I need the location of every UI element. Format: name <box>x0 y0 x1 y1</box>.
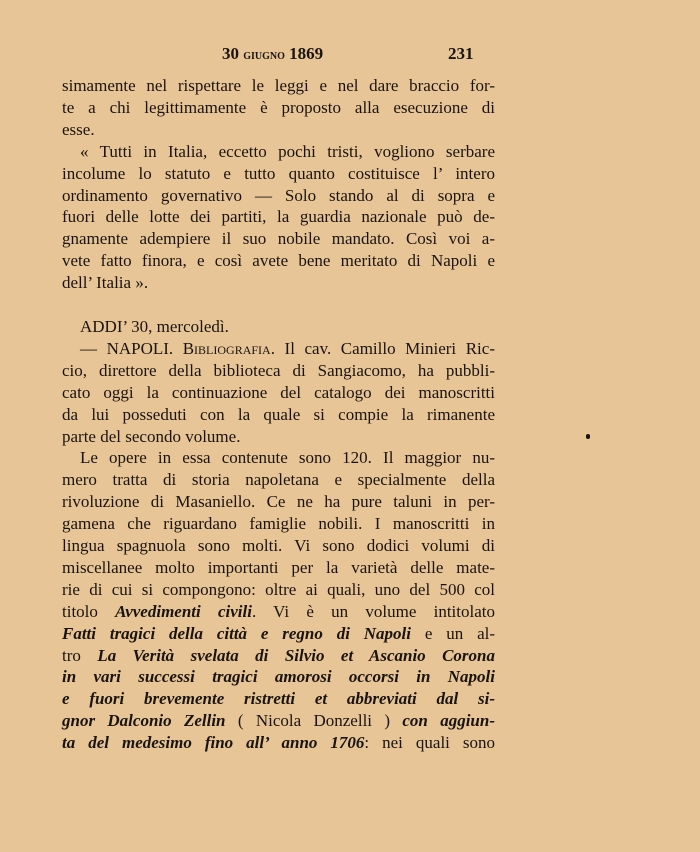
text-line <box>62 667 495 687</box>
text-segment: lingua spagnuola sono molti. Vi sono dodici volumi di <box>62 536 495 555</box>
text-line <box>62 76 495 96</box>
italic-title-text: con aggiun- <box>402 711 495 731</box>
text-segment: ADDI’ 30, mercoledì. <box>80 317 229 336</box>
text-segment: esse. <box>62 119 95 139</box>
text-segment: Le opere in essa contenute sono 120. Il maggior nu- <box>80 448 495 468</box>
text-line <box>62 580 495 600</box>
text-segment: gamena che riguardano famiglie nobili. I manoscritti in <box>62 514 495 534</box>
text-line <box>62 207 495 227</box>
text-line <box>62 251 495 271</box>
text-segment: rie di cui si compongono: oltre ai quali, uno del 500 col <box>62 579 495 599</box>
text-segment: e un al- <box>411 623 495 643</box>
text-line <box>62 448 495 468</box>
text-segment: gnamente adempiere il suo nobile mandato. Così voi a- <box>62 229 495 249</box>
text-segment: cio, direttore della biblioteca di Sangiacomo, ha pubbli- <box>62 360 495 380</box>
italic-title-text: e fuori brevemente ristretti et abbreviati dal si- <box>62 689 495 709</box>
text-line <box>62 339 495 359</box>
header-day: 30 <box>222 44 239 63</box>
page-number: 231 <box>448 44 474 63</box>
text-line <box>62 405 495 425</box>
text-segment: parte del secondo volume. <box>62 426 241 446</box>
text-segment: dell’ Italia ». <box>62 273 149 293</box>
text-segment: ordinamento governativo — Solo stando al di sopra e <box>62 185 495 205</box>
text-segment: mero tratta di storia napoletana e specialmente della <box>62 470 495 490</box>
ink-speck <box>586 434 590 439</box>
text-line <box>62 711 495 731</box>
text-segment: vete fatto finora, e così avete bene meritato di Napoli e <box>62 251 495 271</box>
header-year: 1869 <box>289 44 324 63</box>
text-line <box>62 383 495 403</box>
text-line <box>62 164 495 184</box>
text-line <box>62 98 495 118</box>
text-line <box>62 427 495 447</box>
text-line <box>62 186 495 206</box>
text-line <box>62 470 495 490</box>
italic-title-text: gnor Dalconio Zellin <box>62 711 226 731</box>
text-segment: ( Nicola Donzelli ) <box>225 711 403 731</box>
text-line <box>62 602 495 622</box>
text-segment: incolume lo statuto e tutto quanto costituisce l’ intero <box>62 163 495 183</box>
text-segment: « Tutti in Italia, eccetto pochi tristi, vogliono serbare <box>80 141 495 161</box>
text-line <box>62 229 495 249</box>
text-segment: miscellanee molto importanti per la varietà delle mate- <box>62 557 495 577</box>
text-segment: — NAPOLI. <box>80 338 183 358</box>
text-line <box>62 646 495 666</box>
text-line <box>62 273 495 293</box>
section-label: Bibliografia <box>182 338 271 358</box>
text-line <box>62 492 495 512</box>
text-segment: da lui posseduti con la quale si compie la rimanente <box>62 404 495 424</box>
text-line <box>62 120 495 140</box>
text-line <box>62 142 495 162</box>
italic-title-text: Avvedimenti civili <box>115 601 252 621</box>
text-segment: te a chi legittimamente è proposto alla esecuzione di <box>62 97 495 117</box>
text-segment: tro <box>62 645 98 665</box>
text-segment: cato oggi la continuazione del catalogo dei manoscritti <box>62 382 495 402</box>
italic-title-text: in vari successi tragici amorosi occorsi in Napoli <box>62 667 495 687</box>
italic-title-text: La Verità svelata di Silvio et Ascanio Corona <box>97 645 495 665</box>
italic-title-text: ta del medesimo fino all’ anno 1706 <box>62 733 365 753</box>
italic-title-text: Fatti tragici della città e regno di Napoli <box>62 623 412 643</box>
header-month: giugno <box>243 48 285 63</box>
text-segment: . Vi è un volume intitolato <box>251 601 495 621</box>
text-segment: rivoluzione di Masaniello. Ce ne ha pure taluni in per- <box>62 492 495 512</box>
text-line <box>62 689 495 709</box>
text-line <box>62 733 495 753</box>
text-line <box>62 514 495 534</box>
text-segment: fuori delle lotte dei partiti, la guardia nazionale può de- <box>62 207 495 227</box>
text-line <box>62 317 495 337</box>
text-line <box>62 536 495 556</box>
text-line <box>62 558 495 578</box>
running-header-date <box>222 44 323 64</box>
text-line <box>62 361 495 381</box>
text-segment: : nei quali sono <box>364 733 495 753</box>
text-segment: . Il cav. Camillo Minieri Ric- <box>270 338 495 358</box>
text-segment: titolo <box>62 601 116 621</box>
text-line <box>62 624 495 644</box>
text-segment: simamente nel rispettare le leggi e nel dare braccio for- <box>62 76 495 95</box>
